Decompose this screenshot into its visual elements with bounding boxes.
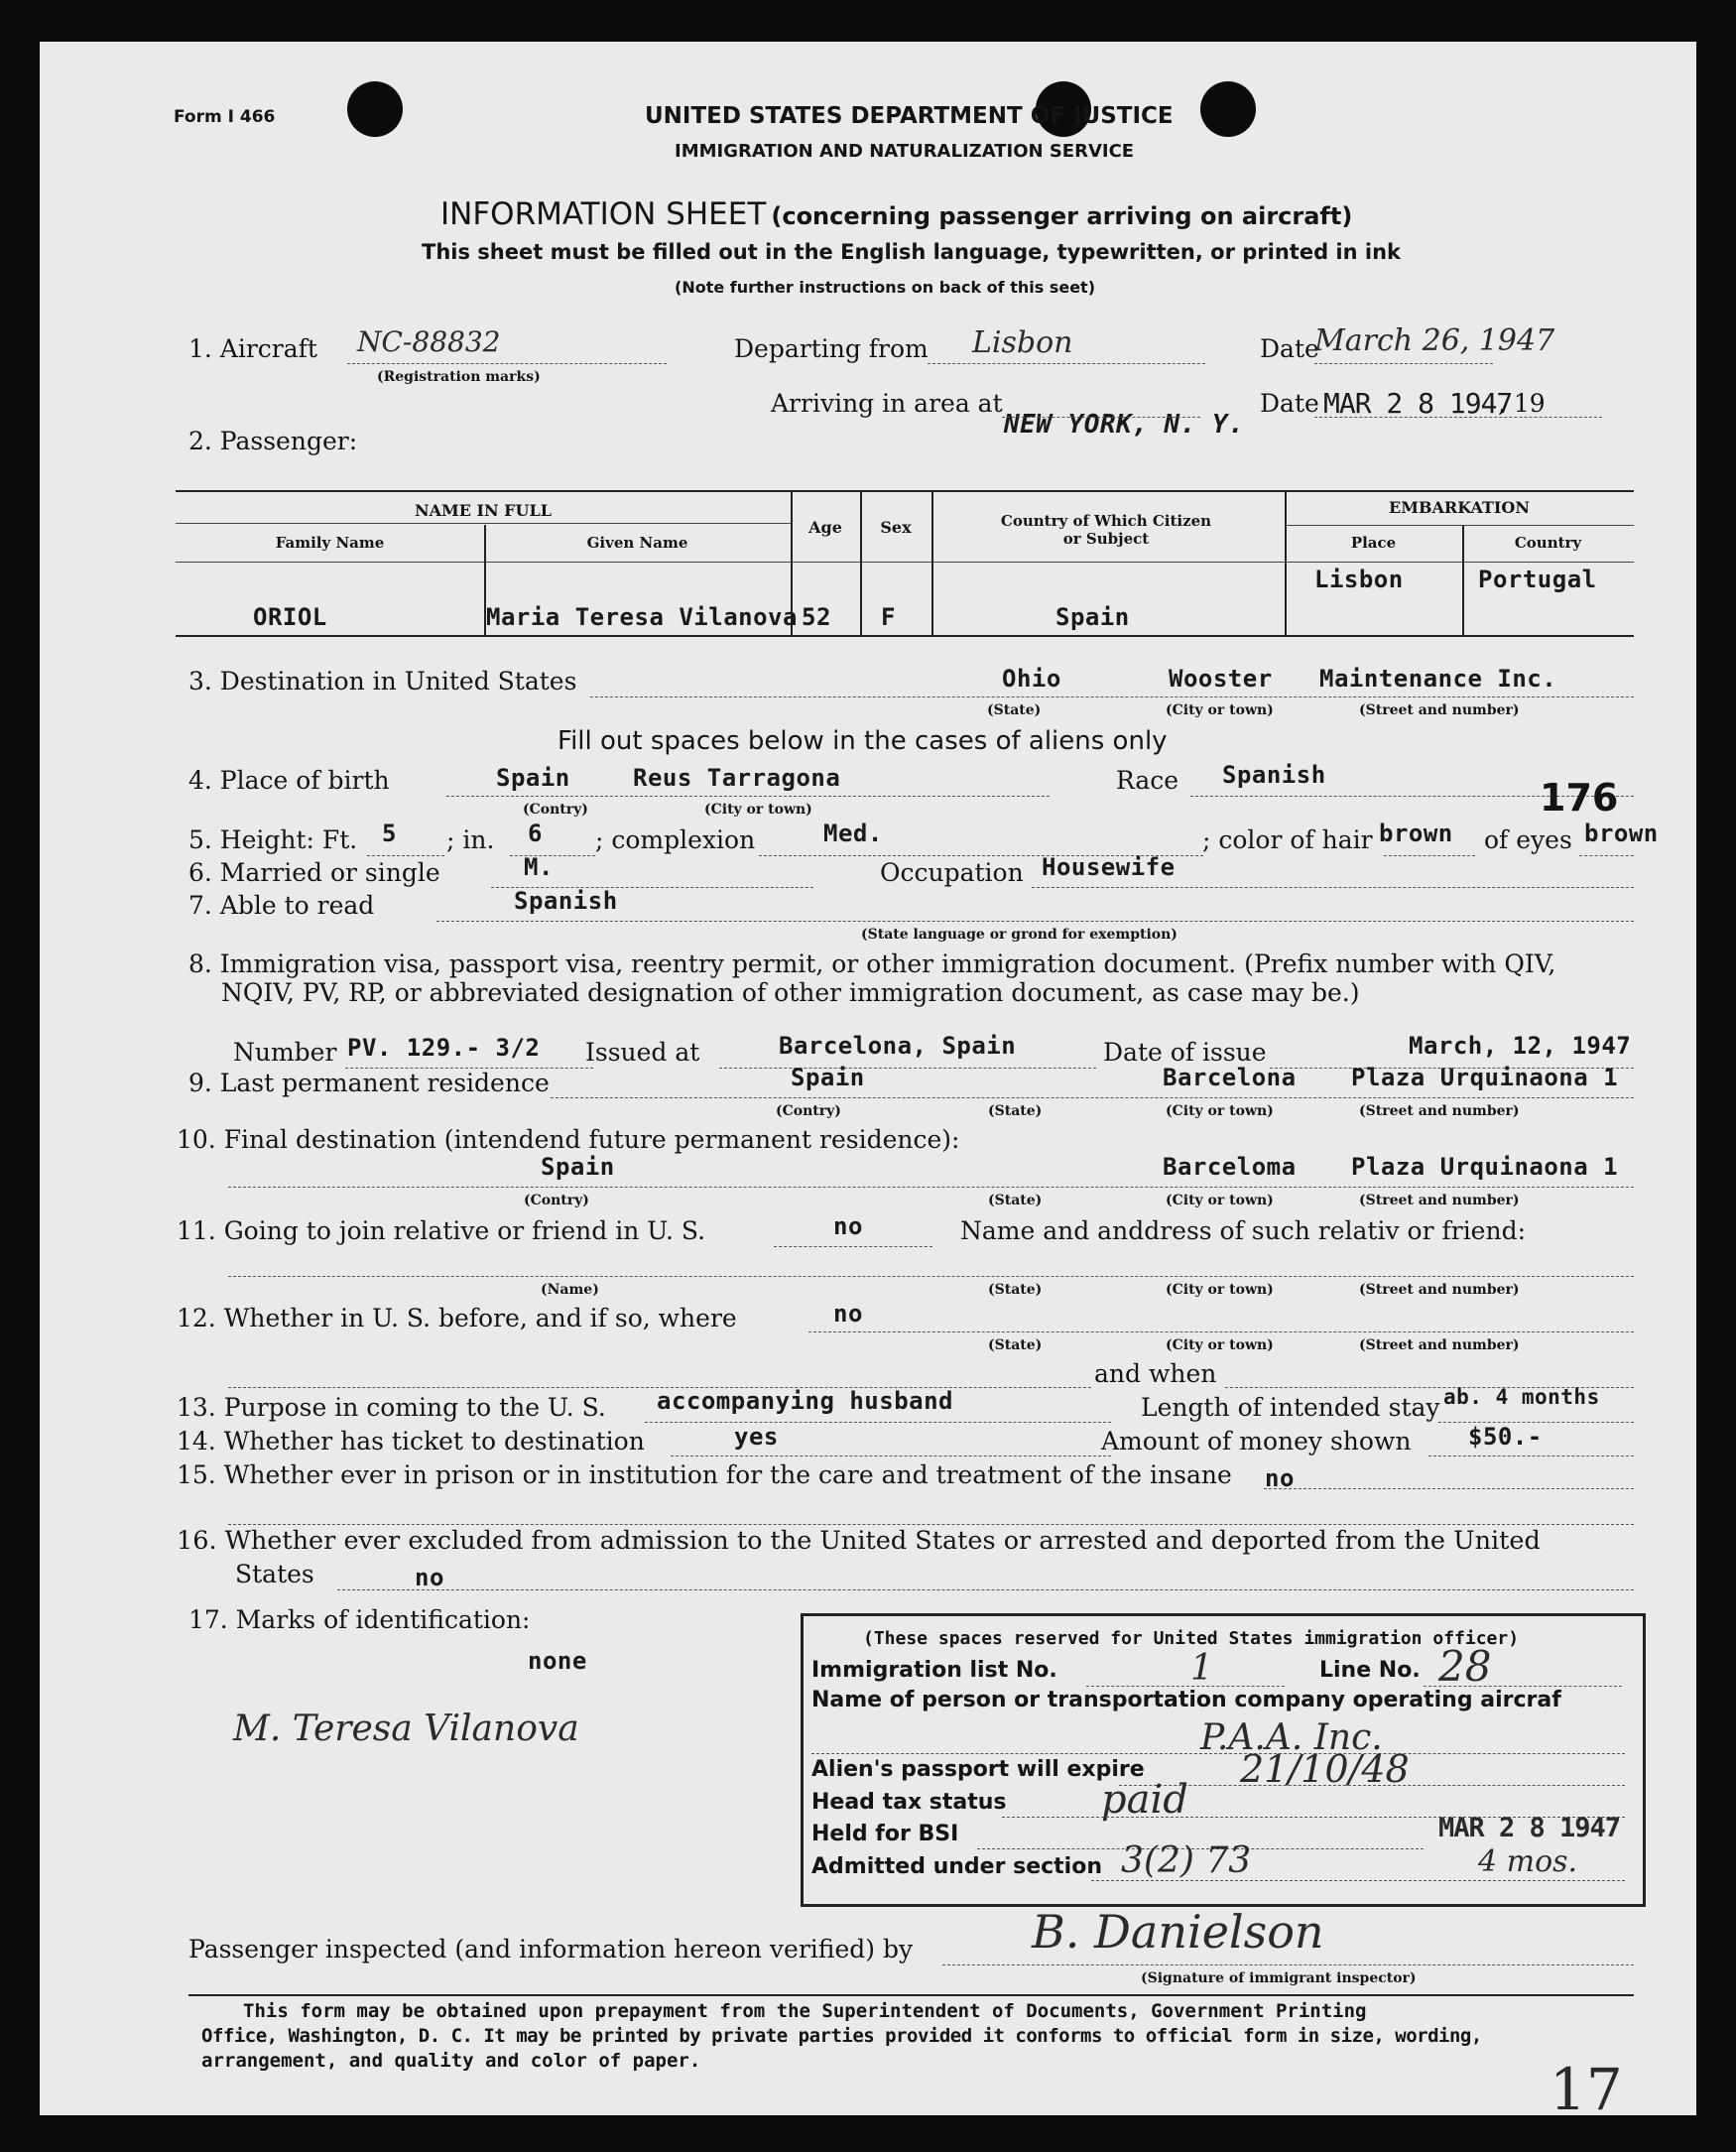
caption-city: (City or town) (704, 802, 812, 818)
caption-city: (City or town) (1166, 1193, 1274, 1208)
arrival-date-label: Date (1260, 389, 1319, 418)
table-bottom-border (176, 635, 1634, 637)
punch-hole (347, 81, 403, 137)
family-name-value: ORIOL (253, 603, 327, 631)
aircraft-underline (347, 363, 667, 364)
department-title: UNITED STATES DEPARTMENT OF JUSTICE (645, 103, 1174, 129)
departing-underline (928, 363, 1205, 364)
caption-state: (State) (988, 1103, 1043, 1119)
feet-underline (367, 855, 444, 856)
caption-state: (State) (988, 1337, 1043, 1353)
arrival-date-suffix: , 19 (1498, 389, 1546, 418)
excluded-line1: 16. Whether ever excluded from admission to the United States or arrested and deported from the United (177, 1526, 1541, 1556)
country-header: Country (1514, 534, 1582, 552)
bsi-date-stamp: MAR 2 8 1947 (1438, 1813, 1621, 1843)
birth-underline (446, 796, 1050, 797)
officer-box-title: (These spaces reserved for United States immigration officer) (863, 1628, 1520, 1649)
title-paren: (concerning passenger arriving on aircraft) (771, 202, 1353, 230)
caption-city: (City or town) (1166, 1337, 1274, 1353)
final-destination-country: Spain (541, 1153, 615, 1181)
date-underline (1314, 363, 1493, 364)
purpose-label: 13. Purpose in coming to the U. S. (177, 1393, 606, 1422)
ticket-value: yes (734, 1423, 779, 1451)
date-value: March 26, 1947 (1314, 323, 1555, 358)
sex-header: Sex (880, 518, 912, 537)
place-header: Place (1350, 534, 1397, 552)
name-group-line (176, 523, 791, 524)
inspector-caption: (Signature of immigrant inspector) (1141, 1970, 1417, 1986)
aircraft-label: 1. Aircraft (188, 334, 317, 363)
embarkation-header: EMBARKATION (1389, 498, 1530, 517)
inspector-underline (942, 1964, 1634, 1965)
read-underline (436, 921, 1634, 922)
departing-value: Lisbon (972, 325, 1073, 360)
race-value: Spanish (1222, 761, 1326, 789)
relative-underline (228, 1276, 1634, 1277)
occupation-value: Housewife (1042, 853, 1176, 881)
join-relative-value: no (833, 1212, 863, 1240)
money-value: $50.- (1468, 1423, 1543, 1451)
final-destination-city: Barceloma (1163, 1153, 1297, 1181)
before-us-underline (808, 1331, 1634, 1332)
purpose-value: accompanying husband (657, 1387, 953, 1415)
before-us-label: 12. Whether in U. S. before, and if so, where (177, 1304, 737, 1332)
admitted-label: Admitted under section (811, 1854, 1102, 1879)
given-name-value: Maria Teresa Vilanova (486, 603, 798, 631)
passenger-signature: M. Teresa Vilanova (233, 1709, 579, 1749)
officer-box (801, 1613, 1646, 1907)
transport-underline (811, 1753, 1625, 1754)
instruction-line: This sheet must be filled out in the English language, typewritten, or printed in ink (422, 240, 1401, 264)
caption-street: (Street and number) (1359, 1337, 1520, 1353)
issue-date-value: March, 12, 1947 (1409, 1032, 1632, 1060)
citizen-header: Country of Which Citizen or Subject (1000, 512, 1212, 548)
form-number: Form I 466 (174, 107, 276, 127)
inspector-signature: B. Danielson (1032, 1905, 1324, 1959)
list-no-underline (1086, 1686, 1285, 1687)
table-col-divider (931, 491, 933, 635)
aircraft-caption: (Registration marks) (377, 369, 541, 385)
caption-street: (Street and number) (1359, 702, 1520, 718)
page-mark: 17 (1550, 2056, 1623, 2123)
last-residence-country: Spain (791, 1064, 865, 1091)
caption-street: (Street and number) (1359, 1103, 1520, 1119)
final-destination-street: Plaza Urquinaona 1 (1351, 1153, 1619, 1181)
caption-state: (State) (988, 1282, 1043, 1298)
admitted-underline (1091, 1880, 1625, 1881)
age-value: 52 (802, 603, 831, 631)
footer-line1: This form may be obtained upon prepayment from the Superintendent of Documents, Government Printing (243, 2000, 1367, 2022)
embarkation-group-line (1285, 525, 1634, 526)
visa-line2: NQIV, PV, RP, or abbreviated designation of other immigration document, as case may be.) (221, 978, 1360, 1007)
prison-underline (1264, 1488, 1634, 1489)
hair-label: ; color of hair (1202, 825, 1373, 854)
arriving-value: NEW YORK, N. Y. (1004, 410, 1245, 440)
admitted-value: 3(2) 73 (1121, 1840, 1252, 1881)
read-caption: (State language or grond for exemption) (861, 927, 1178, 943)
arriving-underline (1002, 417, 1200, 418)
punch-hole (1200, 81, 1256, 137)
passport-expire-underline (1119, 1785, 1625, 1786)
destination-label: 3. Destination in United States (188, 667, 577, 696)
arrival-date-underline (1314, 417, 1602, 418)
married-value: M. (524, 853, 554, 881)
race-label: Race (1116, 766, 1179, 795)
complexion-value: Med. (823, 820, 883, 847)
final-destination-label: 10. Final destination (intendend future permanent residence): (177, 1125, 960, 1154)
sheet-title (440, 196, 1352, 232)
relative-name-label: Name and anddress of such relativ or friend: (960, 1216, 1527, 1245)
footer-line3: arrangement, and quality and color of paper. (201, 2050, 701, 2072)
identification-value: none (528, 1647, 587, 1675)
prison-underline-2 (228, 1524, 1634, 1525)
identification-label: 17. Marks of identification: (188, 1605, 531, 1634)
height-label: 5. Height: Ft. (188, 825, 358, 854)
table-top-border (176, 490, 1634, 492)
embarkation-country-value: Portugal (1478, 566, 1597, 593)
caption-country: (Contry) (524, 1193, 589, 1208)
married-label: 6. Married or single (188, 858, 440, 887)
caption-city: (City or town) (1166, 1282, 1274, 1298)
birth-city: Reus Tarragona (633, 764, 841, 792)
caption-state: (State) (988, 1193, 1043, 1208)
caption-country: (Contry) (776, 1103, 841, 1119)
citizen-value: Spain (1055, 603, 1130, 631)
head-tax-value: paid (1101, 1777, 1188, 1823)
head-tax-label: Head tax status (811, 1790, 1007, 1815)
aircraft-value: NC-88832 (357, 325, 501, 358)
birth-label: 4. Place of birth (188, 766, 390, 795)
caption-street: (Street and number) (1359, 1282, 1520, 1298)
name-in-full-header: NAME IN FULL (414, 501, 552, 520)
caption-street: (Street and number) (1359, 1193, 1520, 1208)
footer-line2: Office, Washington, D. C. It may be printed by private parties provided it conforms to official form in size, wording, (201, 2025, 1482, 2047)
occupation-label: Occupation (880, 858, 1024, 887)
ticket-label: 14. Whether has ticket to destination (177, 1427, 645, 1456)
visa-line1: 8. Immigration visa, passport visa, reentry permit, or other immigration document. (Prefix number with QIV, (188, 949, 1556, 978)
passport-expire-label: Alien's passport will expire (811, 1757, 1145, 1782)
caption-city: (City or town) (1166, 1103, 1274, 1119)
prison-label: 15. Whether ever in prison or in institution for the care and treatment of the insane (177, 1460, 1232, 1489)
read-label: 7. Able to read (188, 891, 375, 920)
issue-date-label: Date of issue (1103, 1038, 1267, 1067)
money-label: Amount of money shown (1101, 1427, 1412, 1456)
when-label: and when (1094, 1359, 1217, 1388)
title-main: INFORMATION SHEET (440, 196, 767, 232)
family-name-header: Family Name (275, 534, 385, 552)
stay-value: ab. 4 months (1443, 1385, 1600, 1409)
form-sheet (40, 42, 1696, 2123)
date-label: Date (1260, 334, 1319, 363)
join-relative-label: 11. Going to join relative or friend in U. S. (177, 1216, 706, 1245)
before-us-value: no (833, 1300, 863, 1328)
height-inches: 6 (528, 820, 543, 847)
line-no-value: 28 (1438, 1642, 1492, 1691)
eyes-label: of eyes (1484, 825, 1572, 854)
height-feet: 5 (382, 820, 397, 847)
service-title: IMMIGRATION AND NATURALIZATION SERVICE (675, 141, 1135, 162)
destination-underline (590, 696, 1634, 697)
line-no-label: Line No. (1319, 1658, 1421, 1683)
hair-value: brown (1379, 820, 1453, 847)
inches-label: ; in. (446, 825, 495, 854)
caption-name: (Name) (541, 1282, 599, 1298)
list-no-value: 1 (1190, 1648, 1213, 1689)
bsi-label: Held for BSI (811, 1822, 959, 1846)
join-relative-underline (774, 1246, 932, 1247)
excluded-value: no (415, 1564, 444, 1591)
final-destination-underline (228, 1187, 1634, 1188)
occupation-underline (1032, 887, 1634, 888)
admitted-extra: 4 mos. (1478, 1844, 1578, 1879)
caption-country: (Contry) (523, 802, 588, 818)
passenger-label: 2. Passenger: (188, 427, 358, 455)
stay-label: Length of intended stay (1141, 1393, 1440, 1422)
sex-value: F (881, 603, 896, 631)
passport-expire-value: 21/10/48 (1240, 1747, 1410, 1791)
aliens-only-note: Fill out spaces below in the cases of aliens only (558, 726, 1168, 756)
issued-underline (719, 1068, 1096, 1069)
footer-rule (188, 1994, 1634, 1996)
destination-street: Maintenance Inc. (1319, 665, 1557, 693)
issued-label: Issued at (585, 1038, 700, 1067)
prison-value: no (1265, 1464, 1295, 1492)
destination-state: Ohio (1002, 665, 1061, 693)
embarkation-place-value: Lisbon (1314, 566, 1404, 593)
arriving-label: Arriving in area at (771, 389, 1003, 418)
eyes-underline (1579, 855, 1634, 856)
last-residence-street: Plaza Urquinaona 1 (1351, 1064, 1619, 1091)
arrival-date-stamp: MAR 2 8 1947 (1323, 387, 1513, 420)
excluded-underline (337, 1589, 1634, 1590)
list-no-label: Immigration list No. (811, 1658, 1057, 1683)
excluded-line2: States (235, 1560, 314, 1588)
last-residence-label: 9. Last permanent residence (188, 1069, 550, 1097)
inspector-label: Passenger inspected (and information hereon verified) by (188, 1935, 914, 1963)
eyes-value: brown (1584, 820, 1659, 847)
transport-label: Name of person or transportation company operating aircraf (811, 1688, 1561, 1712)
destination-city: Wooster (1169, 665, 1273, 693)
margin-number: 176 (1540, 776, 1619, 820)
caption-state: (State) (987, 702, 1042, 718)
given-name-header: Given Name (586, 534, 688, 552)
visa-number: PV. 129.- 3/2 (347, 1034, 541, 1062)
table-header-border (176, 562, 1634, 563)
last-residence-city: Barcelona (1163, 1064, 1297, 1091)
purpose-underline (645, 1422, 1111, 1423)
note-line: (Note further instructions on back of this seet) (675, 278, 1096, 297)
transport-value: P.A.A. Inc. (1200, 1717, 1383, 1758)
table-col-divider (860, 491, 862, 635)
last-residence-underline (551, 1097, 1634, 1098)
issued-at: Barcelona, Spain (779, 1032, 1017, 1060)
read-value: Spanish (514, 887, 618, 915)
hair-underline (1384, 855, 1475, 856)
number-label: Number (233, 1038, 337, 1067)
caption-city: (City or town) (1166, 702, 1274, 718)
complexion-label: ; complexion (595, 825, 756, 854)
birth-country: Spain (496, 764, 570, 792)
departing-label: Departing from (734, 334, 929, 363)
age-header: Age (808, 518, 842, 537)
